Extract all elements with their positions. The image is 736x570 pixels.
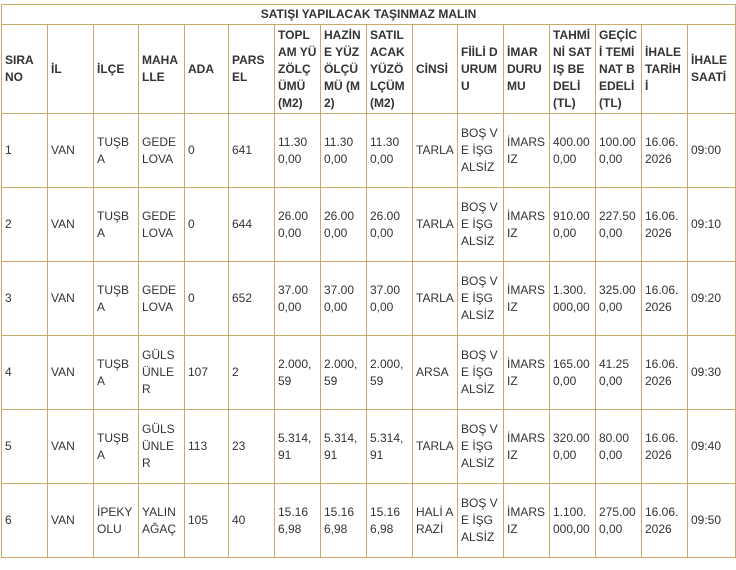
col-ihale-tarihi-cell: 16.06.2026: [642, 410, 688, 484]
col-ihale-tarihi-cell: 16.06.2026: [642, 114, 688, 188]
col-tahmini-satis-bedeli-header: TAHMİNİ SATIŞ BEDELİ (TL): [550, 25, 596, 114]
col-il-cell: VAN: [48, 114, 94, 188]
col-toplam-yuzolcumu-cell: 5.314,91: [275, 410, 321, 484]
col-sira-no-cell: 4: [2, 336, 48, 410]
col-ilce-cell: TUŞBA: [94, 262, 139, 336]
col-il-cell: VAN: [48, 188, 94, 262]
col-tahmini-satis-bedeli-cell: 1.100.000,00: [550, 484, 596, 558]
col-imar-durumu-cell: İMARSIZ: [504, 484, 550, 558]
col-imar-durumu-cell: İMARSIZ: [504, 336, 550, 410]
col-toplam-yuzolcumu-cell: 2.000,59: [275, 336, 321, 410]
col-gecici-teminat-bedeli-cell: 227.500,00: [596, 188, 642, 262]
col-cinsi-cell: TARLA: [413, 410, 458, 484]
col-satilacak-yuzolcum-cell: 11.300,00: [367, 114, 413, 188]
table-row: [2, 336, 736, 410]
col-hazine-yuzolcumu-cell: 37.000,00: [321, 262, 367, 336]
col-satilacak-yuzolcum-cell: 26.000,00: [367, 188, 413, 262]
col-mahalle-cell: GÜLSÜNLER: [139, 410, 185, 484]
col-fiili-durumu-cell: BOŞ VE İŞGALSİZ: [458, 114, 504, 188]
col-mahalle-header: MAHALLE: [139, 25, 185, 114]
col-mahalle-cell: GÜLSÜNLER: [139, 336, 185, 410]
col-toplam-yuzolcumu-cell: 37.000,00: [275, 262, 321, 336]
col-imar-durumu-cell: İMARSIZ: [504, 188, 550, 262]
col-fiili-durumu-header: FİİLİ DURUMU: [458, 25, 504, 114]
col-hazine-yuzolcumu-cell: 11.300,00: [321, 114, 367, 188]
col-satilacak-yuzolcum-cell: 2.000,59: [367, 336, 413, 410]
col-fiili-durumu-cell: BOŞ VE İŞGALSİZ: [458, 262, 504, 336]
col-fiili-durumu-cell: BOŞ VE İŞGALSİZ: [458, 188, 504, 262]
col-imar-durumu-header: İMAR DURUMU: [504, 25, 550, 114]
col-mahalle-cell: YALINAĞAÇ: [139, 484, 185, 558]
col-ilce-cell: TUŞBA: [94, 188, 139, 262]
col-ihale-saati-cell: 09:20: [688, 262, 736, 336]
col-parsel-cell: 644: [229, 188, 275, 262]
col-sira-no-header: SIRA NO: [2, 25, 48, 114]
col-parsel-cell: 652: [229, 262, 275, 336]
col-ilce-cell: İPEKYOLU: [94, 484, 139, 558]
col-ihale-tarihi-cell: 16.06.2026: [642, 188, 688, 262]
col-gecici-teminat-bedeli-cell: 80.000,00: [596, 410, 642, 484]
col-gecici-teminat-bedeli-cell: 100.000,00: [596, 114, 642, 188]
col-ilce-cell: TUŞBA: [94, 410, 139, 484]
col-ada-cell: 113: [185, 410, 229, 484]
col-ihale-tarihi-cell: 16.06.2026: [642, 484, 688, 558]
table-body: [2, 114, 736, 558]
table-header-row: [2, 25, 736, 114]
col-ada-cell: 0: [185, 114, 229, 188]
col-tahmini-satis-bedeli-cell: 1.300.000,00: [550, 262, 596, 336]
col-toplam-yuzolcumu-cell: 26.000,00: [275, 188, 321, 262]
col-tahmini-satis-bedeli-cell: 320.000,00: [550, 410, 596, 484]
col-sira-no-cell: 1: [2, 114, 48, 188]
col-fiili-durumu-cell: BOŞ VE İŞGALSİZ: [458, 410, 504, 484]
table-row: [2, 114, 736, 188]
col-ihale-saati-cell: 09:00: [688, 114, 736, 188]
col-sira-no-cell: 6: [2, 484, 48, 558]
col-ilce-cell: TUŞBA: [94, 114, 139, 188]
col-satilacak-yuzolcum-cell: 15.166,98: [367, 484, 413, 558]
col-sira-no-cell: 3: [2, 262, 48, 336]
col-gecici-teminat-bedeli-cell: 325.000,00: [596, 262, 642, 336]
col-mahalle-cell: GEDELOVA: [139, 114, 185, 188]
col-parsel-cell: 2: [229, 336, 275, 410]
col-hazine-yuzolcumu-cell: 15.166,98: [321, 484, 367, 558]
col-gecici-teminat-bedeli-header: GEÇİCİ TEMİNAT BEDELİ (TL): [596, 25, 642, 114]
col-imar-durumu-cell: İMARSIZ: [504, 262, 550, 336]
col-parsel-cell: 23: [229, 410, 275, 484]
col-satilacak-yuzolcum-cell: 37.000,00: [367, 262, 413, 336]
col-hazine-yuzolcumu-header: HAZİNE YÜZÖLÇÜMÜ (M2): [321, 25, 367, 114]
col-sira-no-cell: 5: [2, 410, 48, 484]
col-cinsi-cell: TARLA: [413, 188, 458, 262]
col-il-cell: VAN: [48, 410, 94, 484]
col-ihale-saati-header: İHALE SAATİ: [688, 25, 736, 114]
col-satilacak-yuzolcum-cell: 5.314,91: [367, 410, 413, 484]
col-tahmini-satis-bedeli-cell: 910.000,00: [550, 188, 596, 262]
col-tahmini-satis-bedeli-cell: 165.000,00: [550, 336, 596, 410]
col-ihale-saati-cell: 09:30: [688, 336, 736, 410]
table-row: [2, 410, 736, 484]
col-il-cell: VAN: [48, 262, 94, 336]
col-cinsi-cell: TARLA: [413, 262, 458, 336]
col-hazine-yuzolcumu-cell: 5.314,91: [321, 410, 367, 484]
col-gecici-teminat-bedeli-cell: 275.000,00: [596, 484, 642, 558]
col-toplam-yuzolcumu-cell: 11.300,00: [275, 114, 321, 188]
col-toplam-yuzolcumu-header: TOPLAM YÜZÖLÇÜMÜ (M2): [275, 25, 321, 114]
col-satilacak-yuzolcum-header: SATILACAK YÜZÖLÇÜM (M2): [367, 25, 413, 114]
col-mahalle-cell: GEDELOVA: [139, 188, 185, 262]
table-row: [2, 188, 736, 262]
col-il-header: İL: [48, 25, 94, 114]
col-fiili-durumu-cell: BOŞ VE İŞGALSİZ: [458, 336, 504, 410]
col-parsel-cell: 641: [229, 114, 275, 188]
col-ada-cell: 107: [185, 336, 229, 410]
property-sale-table: [1, 4, 736, 558]
col-il-cell: VAN: [48, 336, 94, 410]
col-ada-cell: 0: [185, 188, 229, 262]
table-title: SATIŞI YAPILACAK TAŞINMAZ MALIN: [2, 5, 736, 25]
col-hazine-yuzolcumu-cell: 26.000,00: [321, 188, 367, 262]
table-row: [2, 262, 736, 336]
col-ihale-saati-cell: 09:50: [688, 484, 736, 558]
col-ihale-saati-cell: 09:10: [688, 188, 736, 262]
col-ihale-saati-cell: 09:40: [688, 410, 736, 484]
col-sira-no-cell: 2: [2, 188, 48, 262]
col-imar-durumu-cell: İMARSIZ: [504, 114, 550, 188]
table-row: [2, 484, 736, 558]
col-ihale-tarihi-cell: 16.06.2026: [642, 336, 688, 410]
col-ihale-tarihi-header: İHALE TARİHİ: [642, 25, 688, 114]
col-ilce-header: İLÇE: [94, 25, 139, 114]
col-ihale-tarihi-cell: 16.06.2026: [642, 262, 688, 336]
col-cinsi-cell: ARSA: [413, 336, 458, 410]
col-parsel-header: PARSEL: [229, 25, 275, 114]
col-fiili-durumu-cell: BOŞ VE İŞGALSİZ: [458, 484, 504, 558]
col-cinsi-header: CİNSİ: [413, 25, 458, 114]
col-gecici-teminat-bedeli-cell: 41.250,00: [596, 336, 642, 410]
col-hazine-yuzolcumu-cell: 2.000,59: [321, 336, 367, 410]
col-il-cell: VAN: [48, 484, 94, 558]
col-ada-header: ADA: [185, 25, 229, 114]
col-parsel-cell: 40: [229, 484, 275, 558]
col-cinsi-cell: TARLA: [413, 114, 458, 188]
col-toplam-yuzolcumu-cell: 15.166,98: [275, 484, 321, 558]
col-mahalle-cell: GEDELOVA: [139, 262, 185, 336]
col-tahmini-satis-bedeli-cell: 400.000,00: [550, 114, 596, 188]
col-cinsi-cell: HALİ ARAZİ: [413, 484, 458, 558]
col-imar-durumu-cell: İMARSIZ: [504, 410, 550, 484]
col-ada-cell: 0: [185, 262, 229, 336]
col-ada-cell: 105: [185, 484, 229, 558]
col-ilce-cell: TUŞBA: [94, 336, 139, 410]
